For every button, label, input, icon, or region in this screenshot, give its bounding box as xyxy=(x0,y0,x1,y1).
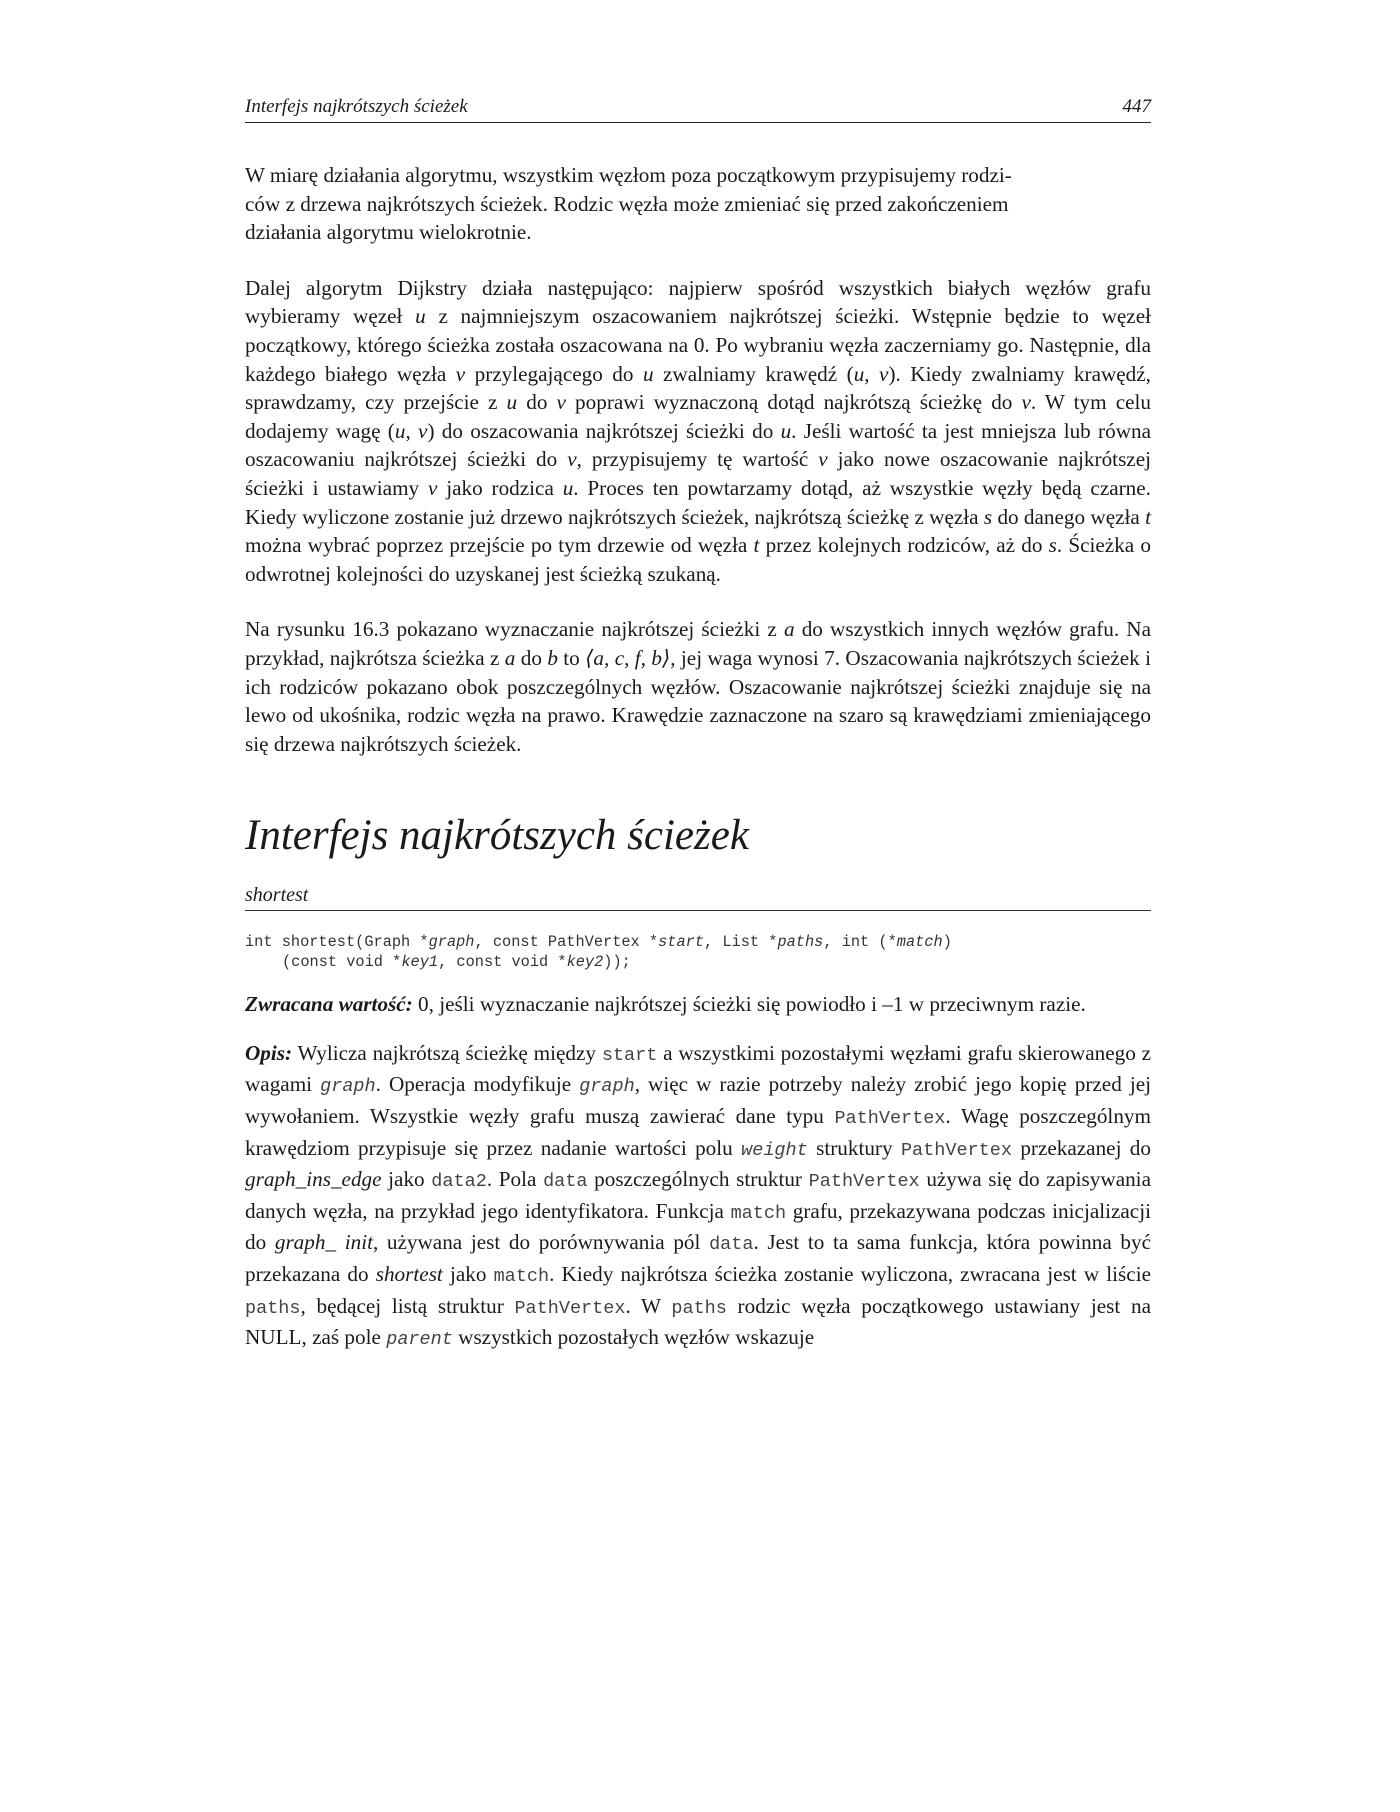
return-value-label: Zwracana wartość: xyxy=(245,992,413,1017)
paragraph-1-line-3: działania algorytmu wielokrotnie. xyxy=(245,220,532,245)
page-number: 447 xyxy=(1122,96,1151,117)
function-heading: shortest xyxy=(245,884,1151,911)
paragraph-1 xyxy=(245,161,1151,247)
code-line-2: (const void *key1, const void *key2)); xyxy=(282,953,631,972)
code-line-1: int shortest(Graph *graph, const PathVertex *start, List *paths, int (*match) xyxy=(245,933,952,952)
description-label: Opis: xyxy=(245,1040,293,1065)
return-value-paragraph: Zwracana wartość: 0, jeśli wyznaczanie najkrótszej ścieżki się powiodło i –1 w przeciwnym razie. xyxy=(245,992,1086,1017)
paragraph-1-line-1: W miarę działania algorytmu, wszystkim węzłom poza początkowym przypisujemy rodzi- xyxy=(245,163,1012,187)
section-heading: Interfejs najkrótszych ścieżek xyxy=(245,812,749,860)
header-title: Interfejs najkrótszych ścieżek xyxy=(245,96,468,117)
code-signature xyxy=(245,932,1151,972)
paragraph-1-line-2: ców z drzewa najkrótszych ścieżek. Rodzic węzła może zmieniać się przed zakończeniem xyxy=(245,191,1009,216)
paragraph-2: Dalej algorytm Dijkstry działa następująco: najpierw spośród wszystkich białych węzłów grafu wybieramy węzeł u z najmniejszym oszacowaniem najkrótszej ścieżki. Wstępnie będzie to węzeł początkowy, którego ścieżka została oszacowana na 0. Po wybraniu węzła zaczerniamy go. Następnie, dla każdego białego węzła v przylegającego do u zwalniamy krawędź (u, v). Kiedy zwalniamy krawędź, sprawdzamy, czy przejście z u do v poprawi wyznaczoną dotąd najkrótszą ścieżkę do v. W tym celu dodajemy wagę (u, v) do oszacowania najkrótszej ścieżki do u. Jeśli wartość ta jest mniejsza lub równa oszacowaniu najkrótszej ścieżki do v, przypisujemy tę wartość v jako nowe oszacowanie najkrótszej ścieżki i ustawiamy v jako rodzica u. Proces ten powtarzamy dotąd, aż wszystkie węzły będą czarne. Kiedy wyliczone zostanie już drzewo najkrótszych ścieżek, najkrótszą ścieżkę z węzła s do danego węzła t można wybrać poprzez przejście po tym drzewie od węzła t przez kolejnych rodziców, aż do s. Ścieżka o odwrotnej kolejności do uzyskanej jest ścieżką szukaną. xyxy=(245,275,1152,586)
paragraph-3: Na rysunku 16.3 pokazano wyznaczanie najkrótszej ścieżki z a do wszystkich innych węzłów grafu. Na przykład, najkrótsza ścieżka z a do b to ⟨a, c, f, b⟩, jej waga wynosi 7. Oszacowania najkrótszych ścieżek i ich rodziców pokazano obok poszczególnych węzłów. Oszacowanie najkrótszej ścieżki znajduje się na lewo od ukośnika, rodzic węzła na prawo. Krawędzie zaznaczone na szaro są krawędziami zmieniającego się drzewa najkrótszych ścieżek. xyxy=(245,617,1151,756)
running-header xyxy=(245,96,1151,123)
document-page xyxy=(245,96,1151,1355)
description-paragraph: Opis: Wylicza najkrótszą ścieżkę między start a wszystkimi pozostałymi węzłami grafu skierowanego z wagami graph. Operacja modyfikuje graph, więc w razie potrzeby należy zrobić jego kopię przed jej wywołaniem. Wszystkie węzły grafu muszą zawierać dane typu PathVertex. Wagę poszczególnym krawędziom przypisuje się przez nadanie wartości polu weight struktury PathVertex przekazanej do graph_ins_edge jako data2. Pola data poszczególnych struktur PathVertex używa się do zapisywania danych węzła, na przykład jego identyfikatora. Funkcja match grafu, przekazywana podczas inicjalizacji do graph_ init, używana jest do porównywania pól data. Jest to ta sama funkcja, która powinna być przekazana do shortest jako match. Kiedy najkrótsza ścieżka zostanie wyliczona, zwracana jest w liście paths, będącej listą struktur PathVertex. W paths rodzic węzła początkowego ustawiany jest na NULL, zaś pole parent wszystkich pozostałych węzłów wskazuje xyxy=(245,1040,1152,1351)
